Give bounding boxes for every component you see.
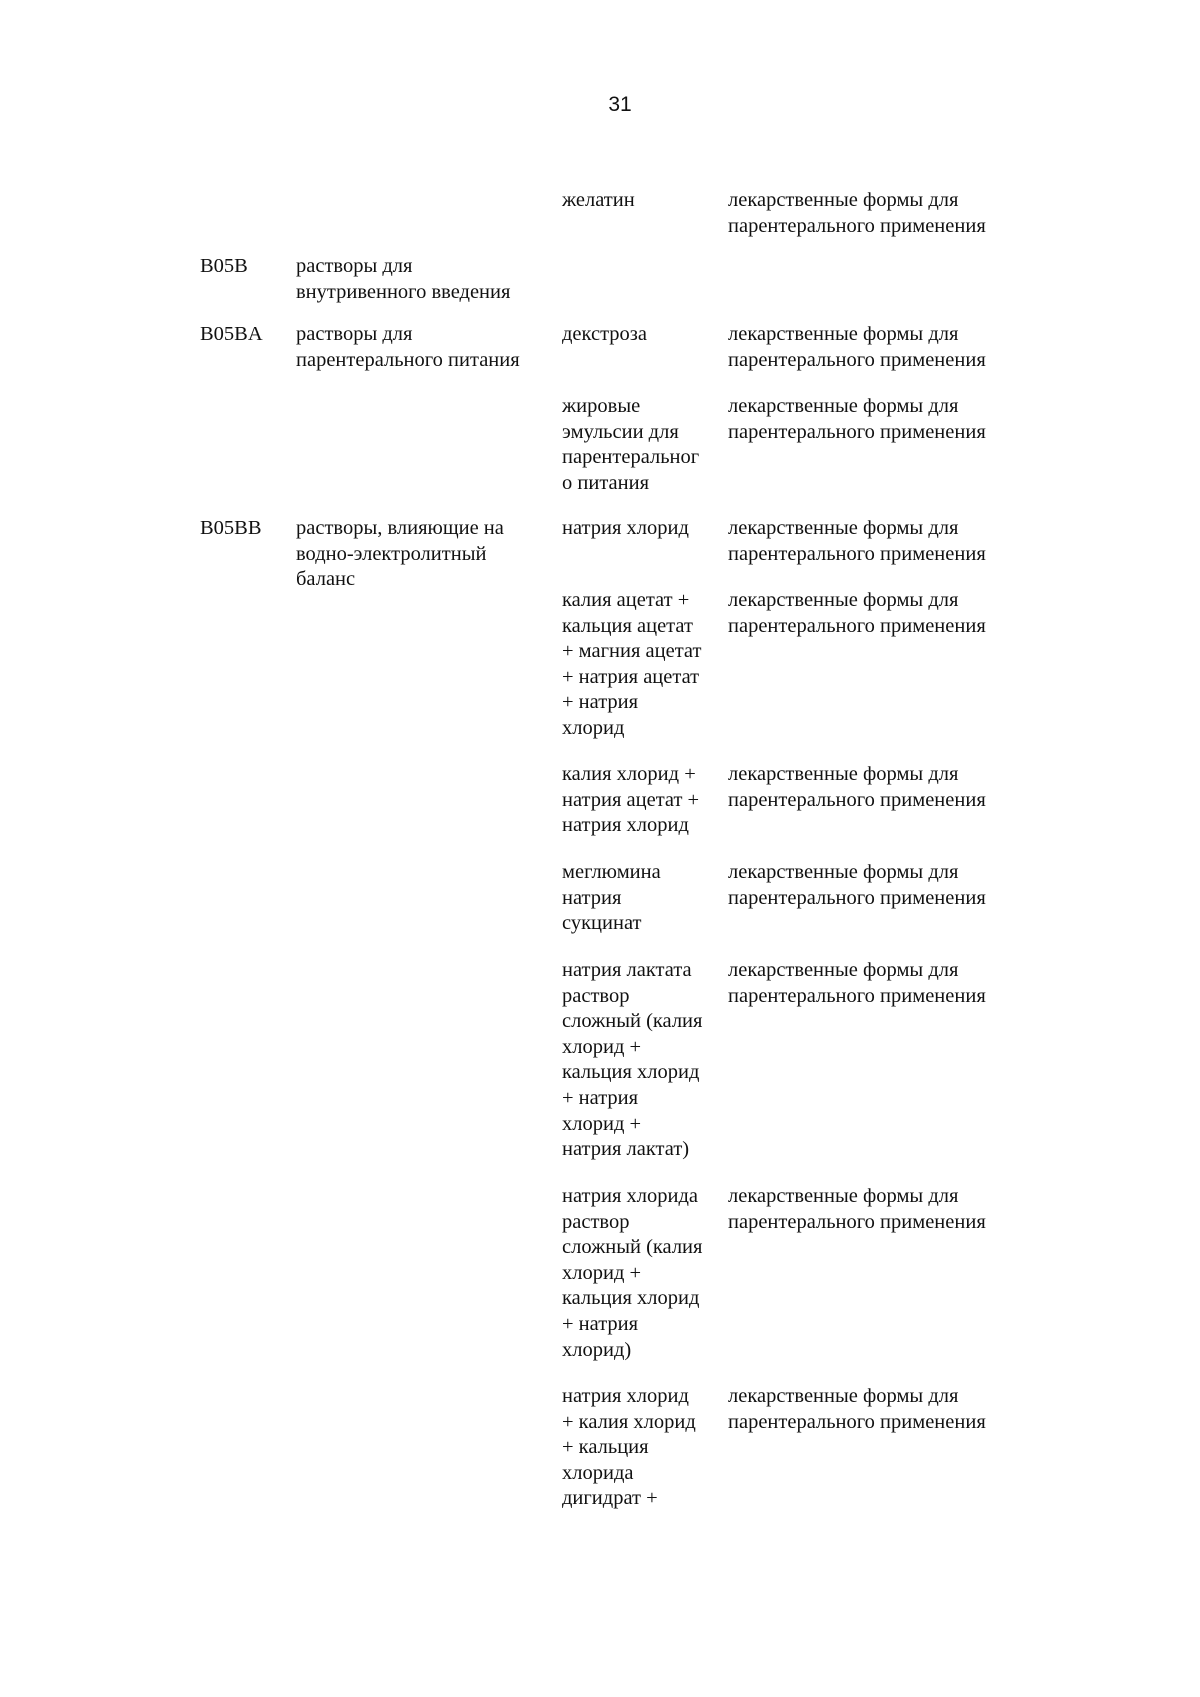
therapeutic-group: растворы, влияющие на водно-электролитный баланс — [296, 517, 504, 591]
dosage-form: лекарственные формы для парентерального применения — [728, 1385, 986, 1433]
dosage-form: лекарственные формы для парентерального применения — [728, 1185, 986, 1233]
drug-name: декстроза — [562, 323, 647, 345]
drug-name: калия хлорид + натрия ацетат + натрия хлорид — [562, 763, 700, 837]
dosage-form: лекарственные формы для парентерального применения — [728, 517, 986, 565]
dosage-form: лекарственные формы для парентерального применения — [728, 395, 986, 443]
drug-name: желатин — [562, 189, 635, 211]
page-number: 31 — [608, 93, 632, 116]
atc-code: B05B — [200, 255, 248, 277]
atc-code: B05BA — [200, 323, 263, 345]
dosage-form: лекарственные формы для парентерального применения — [728, 861, 986, 909]
dosage-form: лекарственные формы для парентерального применения — [728, 763, 986, 811]
dosage-form: лекарственные формы для парентерального применения — [728, 323, 986, 371]
therapeutic-group: растворы для внутривенного введения — [296, 255, 511, 303]
dosage-form: лекарственные формы для парентерального применения — [728, 189, 986, 237]
drug-name: натрия хлорид — [562, 517, 689, 539]
drug-name: жировые эмульсии для парентеральног о питания — [562, 395, 700, 494]
drug-name: натрия хлорида раствор сложный (калия хлорид + кальция хлорид + натрия хлорид) — [562, 1185, 703, 1361]
drug-name: натрия лактата раствор сложный (калия хлорид + кальция хлорид + натрия хлорид + натрия лактат) — [562, 959, 703, 1161]
drug-name: натрия хлорид + калия хлорид + кальция хлорида дигидрат + — [562, 1385, 696, 1510]
atc-code: B05BB — [200, 517, 262, 539]
drug-name: калия ацетат + кальция ацетат + магния ацетат + натрия ацетат + натрия хлорид — [562, 589, 702, 739]
therapeutic-group: растворы для парентерального питания — [296, 323, 520, 371]
dosage-form: лекарственные формы для парентерального применения — [728, 589, 986, 637]
drug-name: меглюмина натрия сукцинат — [562, 861, 661, 935]
dosage-form: лекарственные формы для парентерального применения — [728, 959, 986, 1007]
